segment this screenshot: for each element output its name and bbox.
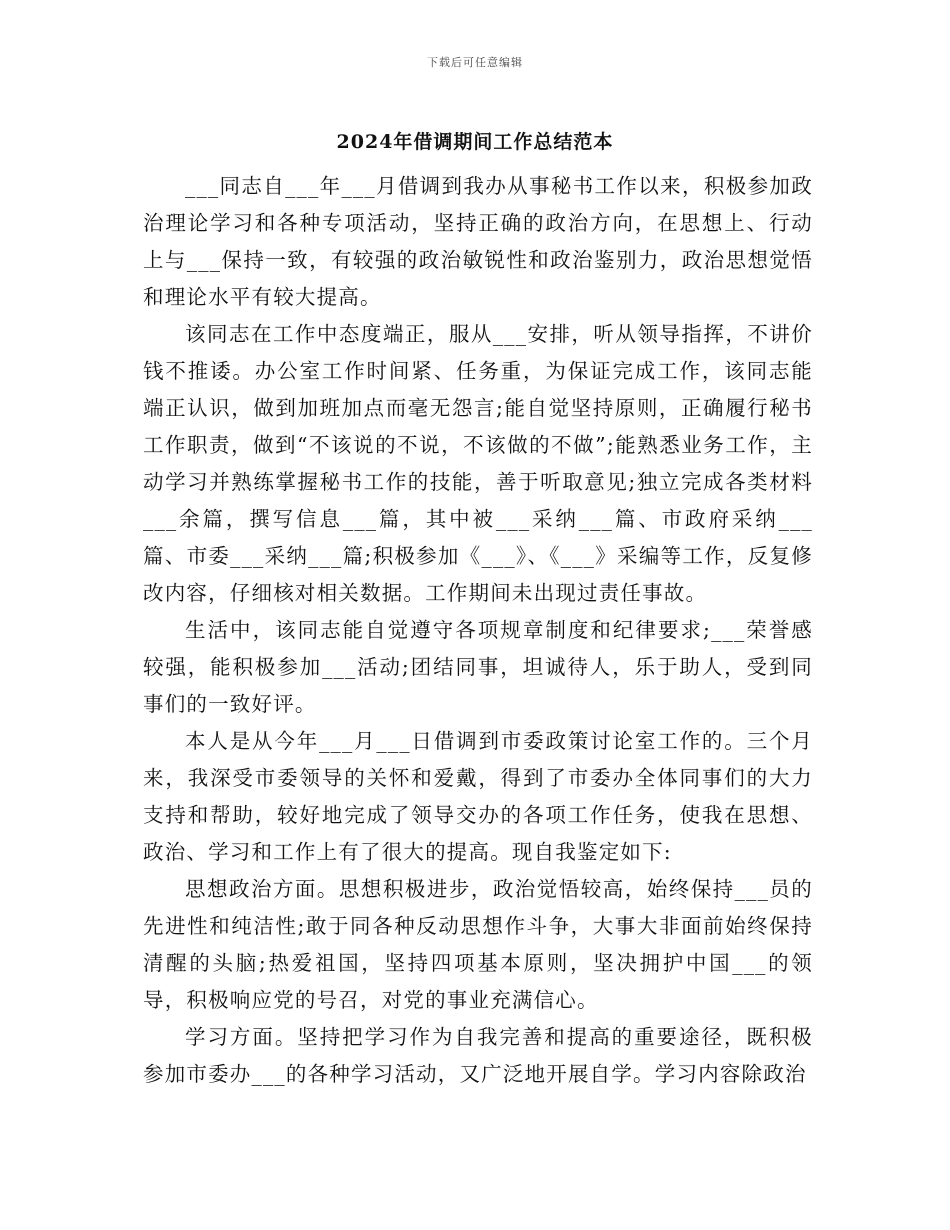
paragraph-3: 生活中，该同志能自觉遵守各项规章制度和纪律要求;___荣誉感较强，能积极参加___活动;团结同事，坦诚待人，乐于助人，受到同事们的一致好评。 — [143, 618, 813, 716]
document-title: 2024年借调期间工作总结范本 — [336, 131, 614, 153]
paragraph-1: ___同志自___年___月借调到我办从事秘书工作以来，积极参加政治理论学习和各种专项活动，坚持正确的政治方向，在思想上、行动上与___保持一致，有较强的政治敏锐性和政治鉴别力，政治思想觉悟和理论水平有较大提高。 — [143, 174, 813, 309]
document-body — [143, 168, 813, 1093]
paragraph-5: 思想政治方面。思想积极进步，政治觉悟较高，始终保持___员的先进性和纯洁性;敢于同各种反动思想作斗争，大事大非面前始终保持清醒的头脑;热爱祖国，坚持四项基本原则，坚决拥护中国___的领导，积极响应党的号召，对党的事业充满信心。 — [143, 877, 813, 1012]
page-header-note: 下载后可任意编辑 — [427, 56, 523, 69]
paragraph-2: 该同志在工作中态度端正，服从___安排，听从领导指挥，不讲价钱不推诿。办公室工作时间紧、任务重，为保证完成工作，该同志能端正认识，做到加班加点而毫无怨言;能自觉坚持原则，正确履行秘书工作职责，做到“不该说的不说，不该做的不做”;能熟悉业务工作，主动学习并熟练掌握秘书工作的技能，善于听取意见;独立完成各类材料___余篇，撰写信息___篇，其中被___采纳___篇、市政府采纳___篇、市委___采纳___篇;积极参加《___》、《___》采编等工作，反复修改内容，仔细核对相关数据。工作期间未出现过责任事故。 — [143, 322, 813, 605]
paragraph-4: 本人是从今年___月___日借调到市委政策讨论室工作的。三个月来，我深受市委领导的关怀和爱戴，得到了市委办全体同事们的大力支持和帮助，较好地完成了领导交办的各项工作任务，使我在思想、政治、学习和工作上有了很大的提高。现自我鉴定如下: — [143, 729, 813, 864]
paragraph-6: 学习方面。坚持把学习作为自我完善和提高的重要途径，既积极参加市委办___的各种学习活动，又广泛地开展自学。学习内容除政治 — [143, 1025, 813, 1086]
